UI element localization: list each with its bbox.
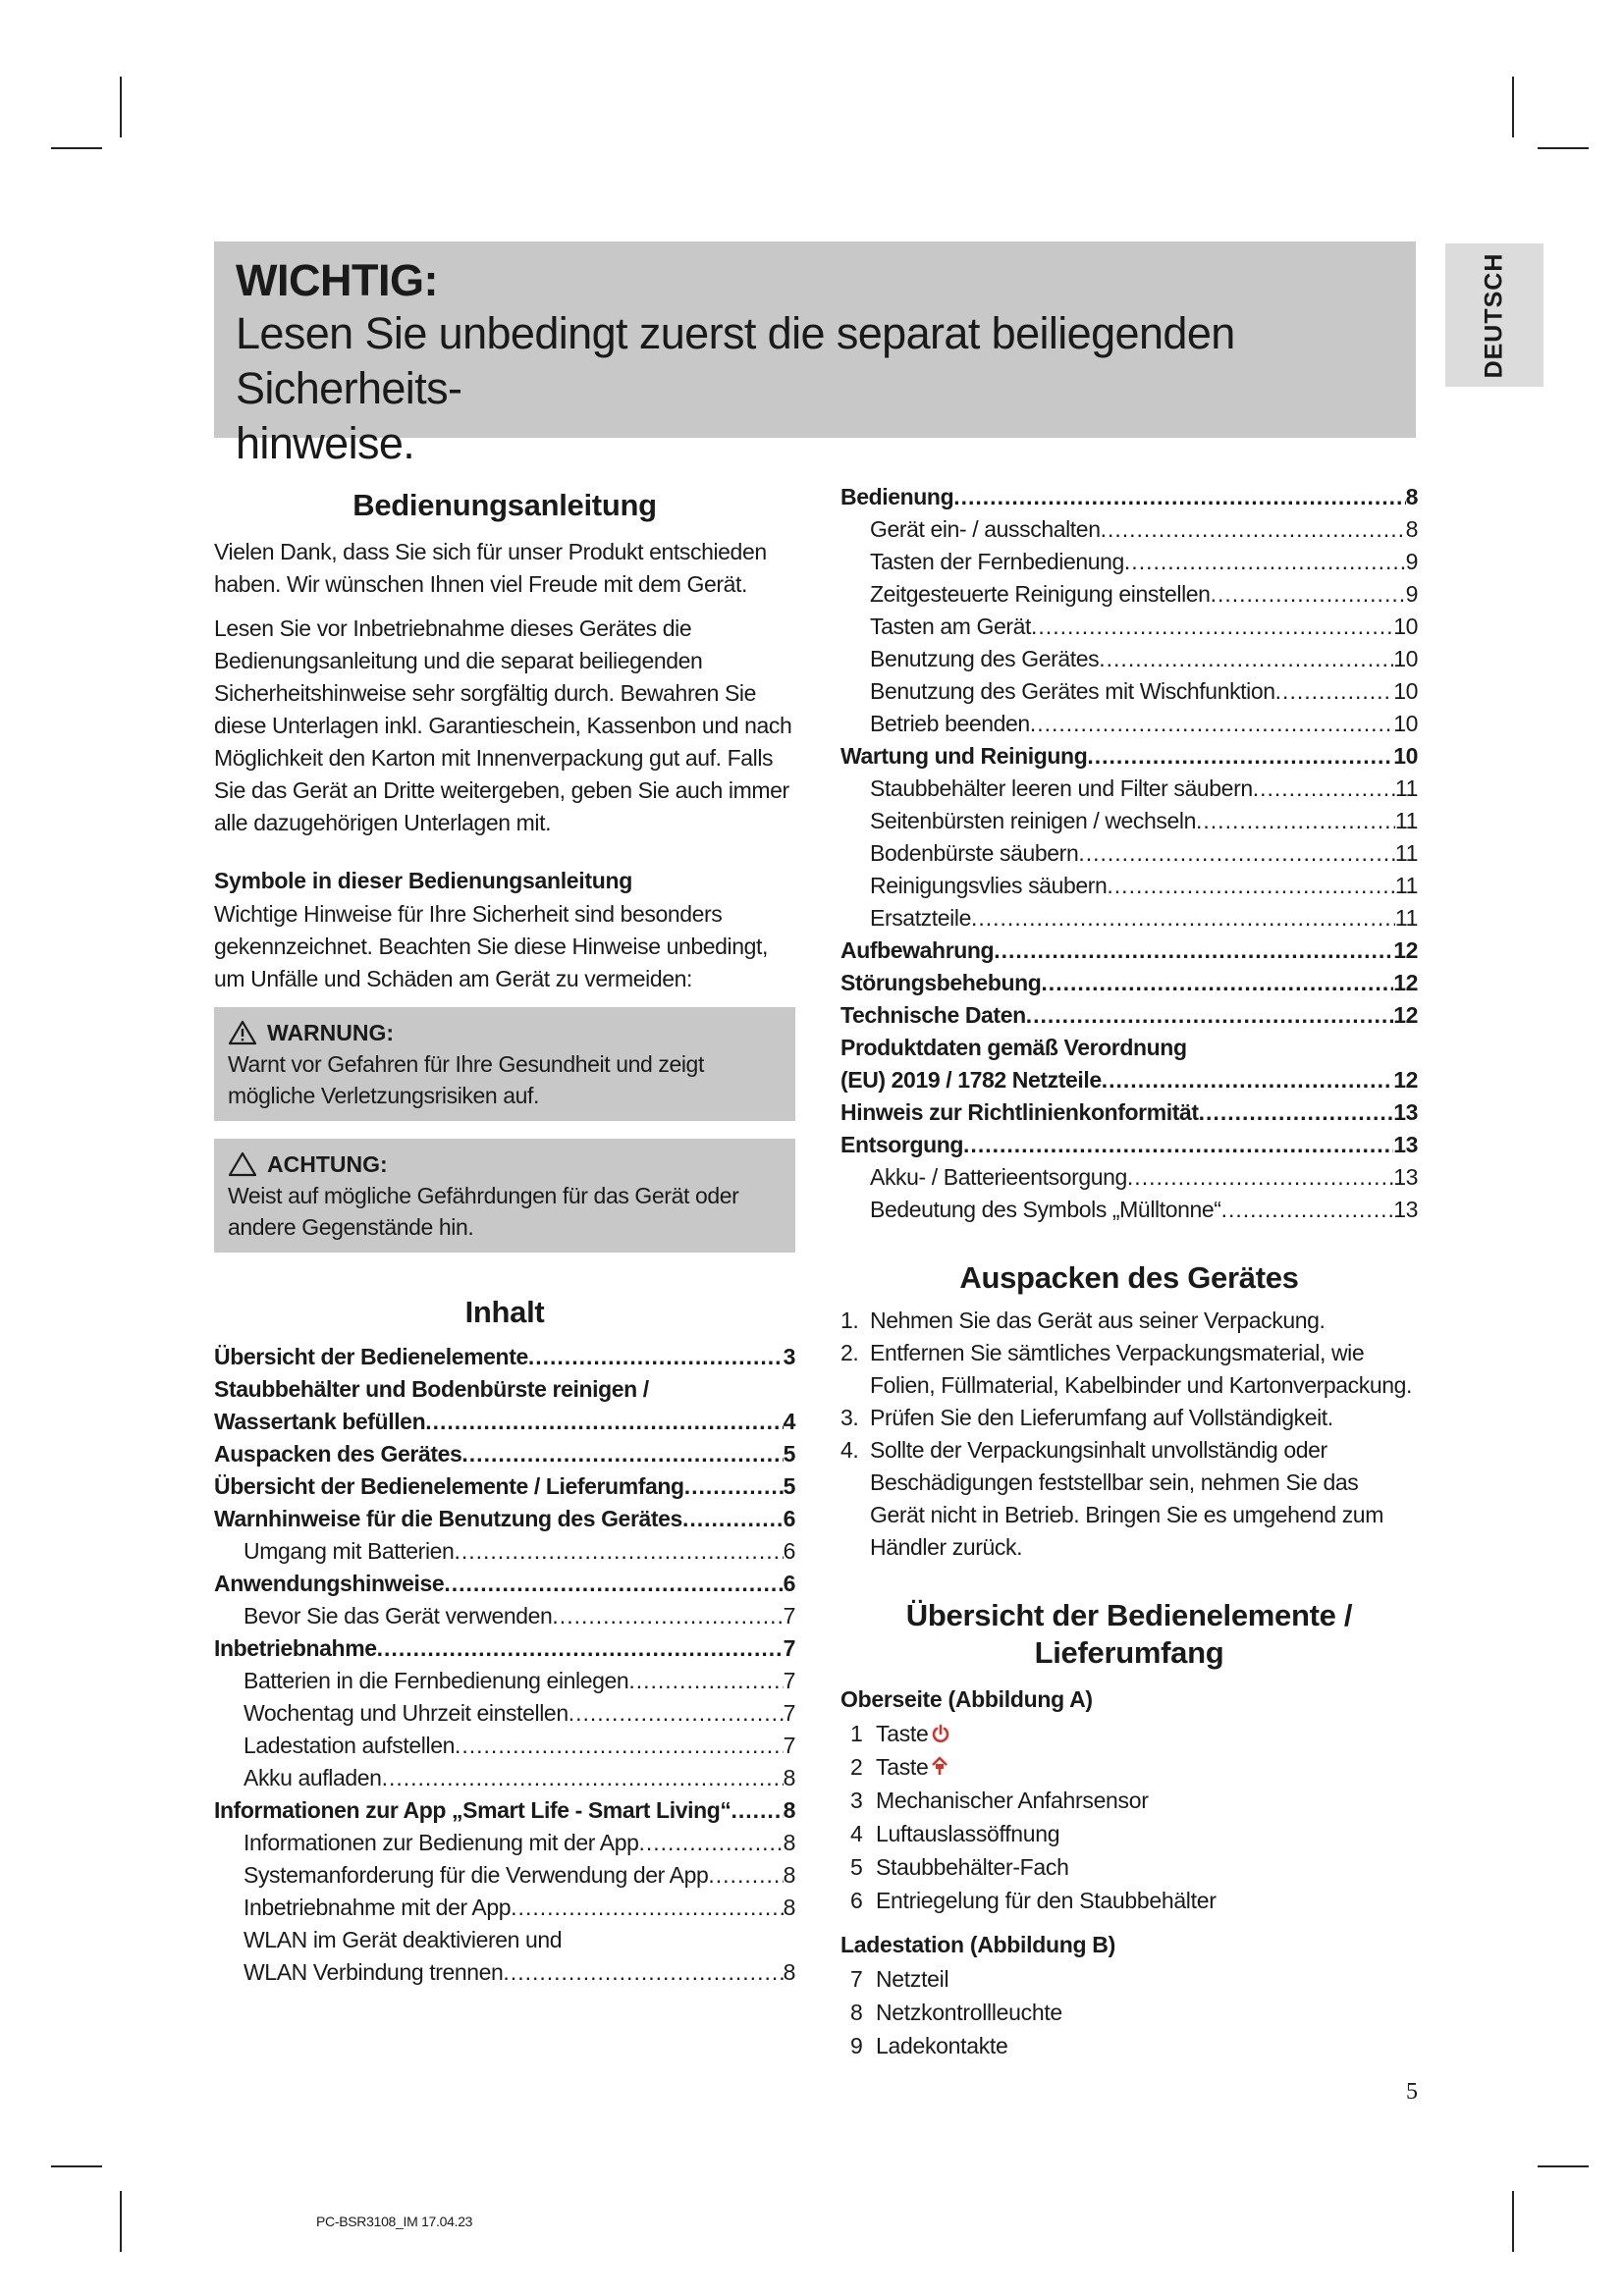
toc-entry-label: WLAN im Gerät deaktivieren und	[244, 1927, 563, 1952]
part-label: Ladekontakte	[876, 2033, 1008, 2058]
step-text: Prüfen Sie den Lieferumfang auf Vollständigkeit.	[870, 1405, 1333, 1430]
toc-entry-label: Akku aufladen	[244, 1765, 382, 1790]
toc-entry-label: Warnhinweise für die Benutzung des Gerätes	[214, 1506, 682, 1531]
toc-entry-label: Störungsbehebung	[840, 970, 1042, 995]
toc-entry-page: 8	[783, 1895, 795, 1920]
toc-entry-label: Betrieb beenden	[870, 711, 1030, 736]
toc-entry	[214, 1956, 795, 1989]
top-side-heading: Oberseite (Abbildung A)	[840, 1686, 1093, 1712]
toc-entry-label: Wartung und Reinigung	[840, 743, 1088, 769]
station-parts	[840, 1962, 1418, 2062]
toc-entry-label: Bedeutung des Symbols „Mülltonne“	[870, 1197, 1221, 1222]
toc-entry-label: Benutzung des Gerätes	[870, 646, 1100, 671]
instructions-paragraph: Lesen Sie vor Inbetriebnahme dieses Gerätes die Bedienungsanleitung und die separat beiliegenden Sicherheitshinweise sehr sorgfältig durch. Bewahren Sie diese Unterlagen inkl. Garantieschein, Kassenbon und nach Möglichkeit den Karton mit Innenverpackung gut auf. Falls Sie das Gerät an Dritte weitergeben, geben Sie auch immer alle dazugehörigen Unterlagen mit.	[214, 615, 792, 835]
overview-heading	[840, 1597, 1418, 1672]
toc-entry	[840, 1194, 1418, 1226]
toc-leader-dots	[1221, 1194, 1394, 1226]
toc-entry	[840, 999, 1418, 1032]
caution-text: Weist auf mögliche Gefährdungen für das Gerät oder andere Gegenstände hin.	[228, 1183, 739, 1240]
warning-header	[228, 1017, 782, 1048]
crop-mark	[51, 2165, 102, 2167]
part-number: 2	[850, 1754, 863, 1780]
toc-entry-page: 11	[1394, 905, 1418, 931]
toc-leader-dots	[994, 934, 1393, 967]
toc-entry	[840, 481, 1418, 513]
toc-entry-page: 12	[1393, 937, 1418, 963]
toc-entry	[840, 870, 1418, 902]
toc-entry-label: Übersicht der Bedienelemente	[214, 1344, 528, 1369]
unpacking-step	[840, 1434, 1418, 1564]
toc-leader-dots	[628, 1665, 783, 1697]
toc-leader-dots	[377, 1632, 784, 1665]
toc-entry-label: Akku- / Batterieentsorgung	[870, 1164, 1127, 1190]
overview-heading-line2: Lieferumfang	[1034, 1635, 1224, 1670]
toc-leader-dots	[971, 902, 1395, 934]
language-tab	[1445, 243, 1543, 387]
warning-triangle-icon	[228, 1020, 257, 1045]
toc-entry	[214, 1762, 795, 1794]
toc-entry-label: Informationen zur App „Smart Life - Smart Living“	[214, 1797, 731, 1823]
part-item	[850, 1717, 1418, 1750]
part-label: Taste	[876, 1754, 929, 1780]
toc-entry-page: 11	[1394, 873, 1418, 898]
toc-entry-page: 7	[783, 1603, 795, 1629]
toc-entry-label: Anwendungshinweise	[214, 1571, 445, 1596]
part-label: Netzteil	[876, 1966, 949, 1992]
toc-entry	[840, 773, 1418, 805]
toc-entry	[840, 1064, 1418, 1096]
crop-mark	[1538, 2165, 1589, 2167]
unpacking-step	[840, 1337, 1418, 1402]
toc-entry	[214, 1892, 795, 1924]
toc-entry-page: 7	[783, 1668, 795, 1693]
toc-leader-dots	[1211, 578, 1406, 611]
part-number: 8	[850, 2000, 863, 2025]
toc-leader-dots	[503, 1956, 783, 1989]
right-column	[840, 481, 1418, 2062]
toc-leader-dots	[1102, 1064, 1393, 1096]
toc-entry-page: 8	[783, 1765, 795, 1790]
toc-entry	[214, 1632, 795, 1665]
toc-entry-page: 12	[1393, 970, 1418, 995]
toc-entry-label: Staubbehälter und Bodenbürste reinigen /	[214, 1376, 649, 1402]
toc-leader-dots	[682, 1503, 784, 1535]
toc-entry	[840, 675, 1418, 708]
toc-entry	[840, 708, 1418, 740]
toc-entry-label: Inbetriebnahme	[214, 1635, 377, 1661]
toc-entry-label: Reinigungsvlies säubern	[870, 873, 1108, 898]
unpacking-step	[840, 1305, 1418, 1337]
toc-entry-page: 4	[783, 1409, 795, 1434]
unpacking-heading: Auspacken des Gerätes	[959, 1260, 1299, 1295]
power-icon	[931, 1724, 950, 1743]
toc-entry	[214, 1406, 795, 1438]
toc-leader-dots	[1030, 708, 1393, 740]
toc-entry	[840, 546, 1418, 578]
toc-leader-dots	[1031, 611, 1393, 643]
toc-leader-dots	[963, 1129, 1393, 1161]
toc-entry-label: Auspacken des Gerätes	[214, 1441, 462, 1467]
toc-leader-dots	[1041, 967, 1393, 999]
toc-leader-dots	[444, 1568, 783, 1600]
symbols-paragraph: Wichtige Hinweise für Ihre Sicherheit sind besonders gekennzeichnet. Beachten Sie diese Hinweise unbedingt, um Unfälle und Schäden am Gerät zu vermeiden:	[214, 901, 769, 991]
toc-leader-dots	[1127, 1161, 1393, 1194]
toc-entry-label: Batterien in die Fernbedienung einlegen	[244, 1668, 629, 1693]
toc-entry-label: Entsorgung	[840, 1132, 964, 1157]
banner-text-line2: hinweise.	[236, 418, 415, 468]
toc-entry-page: 13	[1393, 1164, 1418, 1190]
part-number: 9	[850, 2033, 863, 2058]
banner-text-line1: Lesen Sie unbedingt zuerst die separat beiliegenden Sicherheits-	[236, 308, 1235, 413]
toc-leader-dots	[425, 1406, 783, 1438]
toc-entry-label: WLAN Verbindung trennen	[244, 1959, 504, 1985]
toc-entry	[840, 513, 1418, 546]
part-label: Staubbehälter-Fach	[876, 1854, 1069, 1880]
left-column	[214, 481, 795, 1989]
step-number: 2.	[840, 1340, 859, 1365]
toc-entry-page: 8	[783, 1862, 795, 1888]
part-item	[850, 1750, 1418, 1784]
toc-entry-page: 3	[783, 1344, 795, 1369]
important-banner	[214, 241, 1416, 468]
language-label: DEUTSCH	[1480, 252, 1508, 378]
part-item	[850, 1996, 1418, 2029]
toc-entry-page: 13	[1393, 1099, 1418, 1125]
toc-entry	[214, 1503, 795, 1535]
toc-entry-page: 8	[783, 1797, 795, 1823]
toc-entry-page: 6	[783, 1506, 795, 1531]
toc-leader-dots	[1078, 837, 1395, 870]
toc-entry	[840, 740, 1418, 773]
toc-leader-dots	[528, 1341, 784, 1373]
crop-mark	[1512, 77, 1514, 137]
toc-leader-dots	[568, 1697, 784, 1730]
part-number: 6	[850, 1888, 863, 1913]
toc-entry-label: Übersicht der Bedienelemente / Lieferumfang	[214, 1473, 684, 1499]
toc-entry	[214, 1924, 795, 1956]
toc-entry	[214, 1665, 795, 1697]
part-label: Entriegelung für den Staubbehälter	[876, 1888, 1217, 1913]
toc-leader-dots	[511, 1892, 783, 1924]
toc-leader-dots	[1196, 805, 1395, 837]
top-side-parts	[840, 1717, 1418, 1917]
toc-entry	[840, 967, 1418, 999]
warning-box	[214, 1007, 795, 1121]
toc-entry-page: 11	[1394, 775, 1418, 801]
unpacking-step	[840, 1402, 1418, 1434]
toc-entry-label: Aufbewahrung	[840, 937, 995, 963]
page-number: 5	[1406, 2079, 1418, 2105]
toc-entry-page: 8	[783, 1830, 795, 1855]
toc-entry-label: Informationen zur Bedienung mit der App	[244, 1830, 639, 1855]
manual-heading: Bedienungsanleitung	[352, 488, 657, 522]
toc-leader-dots	[684, 1470, 784, 1503]
part-number: 1	[850, 1721, 863, 1746]
toc-entry-label: (EU) 2019 / 1782 Netzteile	[840, 1067, 1102, 1093]
toc-entry	[214, 1827, 795, 1859]
intro-paragraph: Vielen Dank, dass Sie sich für unser Produkt entschieden haben. Wir wünschen Ihnen viel Freude mit dem Gerät.	[214, 539, 767, 597]
toc-entry-label: Umgang mit Batterien	[244, 1538, 455, 1564]
toc-entry-label: Gerät ein- / ausschalten	[870, 516, 1101, 542]
crop-mark	[120, 2191, 122, 2252]
toc-entry-page: 7	[783, 1635, 795, 1661]
toc-entry-label: Ersatzteile	[870, 905, 971, 931]
step-number: 1.	[840, 1308, 859, 1333]
toc-entry-page: 10	[1393, 711, 1418, 736]
toc-leader-dots	[455, 1730, 784, 1762]
toc-entry	[840, 902, 1418, 934]
symbols-heading: Symbole in dieser Bedienungsanleitung	[214, 868, 632, 893]
toc-leader-dots	[639, 1827, 784, 1859]
step-number: 4.	[840, 1437, 859, 1463]
toc-leader-dots	[454, 1535, 783, 1568]
toc-entry	[214, 1697, 795, 1730]
station-heading: Ladestation (Abbildung B)	[840, 1932, 1115, 1957]
toc-entry-label: Wassertank befüllen	[214, 1409, 426, 1434]
toc-entry-page: 6	[783, 1538, 795, 1564]
toc-entry-page: 8	[783, 1959, 795, 1985]
toc-leader-dots	[708, 1859, 783, 1892]
toc-entry	[840, 1032, 1418, 1064]
part-number: 3	[850, 1788, 863, 1813]
part-item	[850, 1884, 1418, 1917]
toc-entry-label: Seitenbürsten reinigen / wechseln	[870, 808, 1197, 833]
step-text: Nehmen Sie das Gerät aus seiner Verpackung.	[870, 1308, 1326, 1333]
toc-entry	[214, 1859, 795, 1892]
toc-entry-label: Systemanforderung für die Verwendung der App	[244, 1862, 709, 1888]
toc-entry-label: Bevor Sie das Gerät verwenden	[244, 1603, 553, 1629]
crop-mark	[51, 147, 102, 149]
part-label: Netzkontrollleuchte	[876, 2000, 1062, 2025]
footer-code: PC-BSR3108_IM 17.04.23	[316, 2214, 473, 2229]
toc-leader-dots	[1087, 740, 1393, 773]
crop-mark	[1538, 147, 1589, 149]
toc-heading: Inhalt	[464, 1295, 545, 1329]
toc-entry-label: Wochentag und Uhrzeit einstellen	[244, 1700, 568, 1726]
toc-entry	[214, 1730, 795, 1762]
part-label: Taste	[876, 1721, 929, 1746]
toc-entry	[840, 611, 1418, 643]
toc-entry	[840, 1129, 1418, 1161]
toc-entry-label: Benutzung des Gerätes mit Wischfunktion	[870, 678, 1275, 704]
toc-leader-dots	[1101, 513, 1406, 546]
step-text: Sollte der Verpackungsinhalt unvollständig oder Beschädigungen feststellbar sein, nehmen Sie das Gerät nicht in Betrieb. Bringen Sie es umgehend zum Händler zurück.	[870, 1437, 1383, 1560]
toc-leader-dots	[382, 1762, 784, 1794]
toc-entry-page: 6	[783, 1571, 795, 1596]
toc-entry-page: 12	[1393, 1067, 1418, 1093]
caution-title: ACHTUNG:	[267, 1151, 388, 1177]
toc-entry-label: Bedienung	[840, 484, 954, 509]
toc-entry	[214, 1438, 795, 1470]
toc-entry-label: Zeitgesteuerte Reinigung einstellen	[870, 581, 1211, 607]
unpacking-steps	[840, 1305, 1418, 1564]
toc-entry-page: 10	[1393, 678, 1418, 704]
toc-entry-page: 10	[1393, 614, 1418, 639]
toc-entry-page: 10	[1393, 646, 1418, 671]
toc-entry-label: Tasten am Gerät	[870, 614, 1032, 639]
toc-entry	[840, 934, 1418, 967]
toc-entry-label: Technische Daten	[840, 1002, 1026, 1028]
toc-entry-page: 8	[1405, 484, 1418, 509]
step-number: 3.	[840, 1405, 859, 1430]
toc-entry-label: Staubbehälter leeren und Filter säubern	[870, 775, 1253, 801]
toc-entry-page: 9	[1405, 581, 1418, 607]
toc-leader-dots	[1107, 870, 1395, 902]
toc-entry-page: 7	[783, 1733, 795, 1758]
part-item	[850, 2029, 1418, 2062]
toc-leader-dots	[1026, 999, 1393, 1032]
toc-leader-dots	[1253, 773, 1395, 805]
toc-leader-dots	[953, 481, 1405, 513]
warning-text: Warnt vor Gefahren für Ihre Gesundheit und zeigt mögliche Verletzungsrisiken auf.	[228, 1051, 704, 1108]
toc-leader-dots	[731, 1794, 783, 1827]
part-label: Luftauslassöffnung	[876, 1821, 1060, 1846]
part-number: 7	[850, 1966, 863, 1992]
toc-entry-page: 7	[783, 1700, 795, 1726]
toc-leader-dots	[1099, 643, 1393, 675]
step-text: Entfernen Sie sämtliches Verpackungsmaterial, wie Folien, Füllmaterial, Kabelbinder und Kartonverpackung.	[870, 1340, 1413, 1398]
banner-title: WICHTIG:	[236, 255, 438, 305]
crop-mark	[120, 77, 122, 137]
toc-entry-label: Bodenbürste säubern	[870, 840, 1079, 866]
toc-entry	[214, 1535, 795, 1568]
toc-right-list	[840, 481, 1418, 1226]
toc-entry	[214, 1341, 795, 1373]
toc-entry-label: Hinweis zur Richtlinienkonformität	[840, 1099, 1199, 1125]
toc-entry	[840, 578, 1418, 611]
toc-entry-page: 10	[1393, 743, 1418, 769]
toc-entry	[214, 1568, 795, 1600]
caution-triangle-icon	[228, 1151, 257, 1177]
toc-entry-page: 13	[1393, 1132, 1418, 1157]
toc-entry	[214, 1794, 795, 1827]
toc-entry	[214, 1600, 795, 1632]
part-item	[850, 1784, 1418, 1817]
toc-entry-page: 5	[783, 1441, 795, 1467]
part-item	[850, 1817, 1418, 1850]
toc-entry-label: Inbetriebnahme mit der App	[244, 1895, 512, 1920]
toc-leader-dots	[1124, 546, 1406, 578]
toc-entry-page: 11	[1394, 840, 1418, 866]
caution-box	[214, 1139, 795, 1253]
part-item	[850, 1962, 1418, 1996]
part-item	[850, 1850, 1418, 1884]
toc-entry-label: Tasten der Fernbedienung	[870, 549, 1124, 574]
toc-entry	[840, 837, 1418, 870]
toc-leader-dots	[1199, 1096, 1394, 1129]
toc-entry-label: Produktdaten gemäß Verordnung	[840, 1035, 1187, 1060]
part-label: Mechanischer Anfahrsensor	[876, 1788, 1149, 1813]
toc-entry-label: Ladestation aufstellen	[244, 1733, 455, 1758]
crop-mark	[1512, 2191, 1514, 2252]
toc-entry-page: 13	[1393, 1197, 1418, 1222]
toc-left-list	[214, 1341, 795, 1989]
caution-header	[228, 1148, 782, 1180]
part-number: 5	[850, 1854, 863, 1880]
toc-entry	[840, 805, 1418, 837]
charge-home-icon	[931, 1756, 948, 1776]
toc-entry-page: 8	[1405, 516, 1418, 542]
toc-entry	[840, 1161, 1418, 1194]
toc-entry-page: 9	[1405, 549, 1418, 574]
toc-entry-page: 5	[783, 1473, 795, 1499]
toc-leader-dots	[461, 1438, 783, 1470]
toc-leader-dots	[552, 1600, 783, 1632]
toc-entry-page: 12	[1393, 1002, 1418, 1028]
toc-leader-dots	[1275, 675, 1394, 708]
overview-heading-line1: Übersicht der Bedienelemente /	[905, 1598, 1353, 1632]
toc-entry	[214, 1373, 795, 1406]
toc-entry	[840, 1096, 1418, 1129]
toc-entry	[214, 1470, 795, 1503]
toc-entry-page: 11	[1394, 808, 1418, 833]
toc-entry	[840, 643, 1418, 675]
part-number: 4	[850, 1821, 863, 1846]
warning-title: WARNUNG:	[267, 1020, 395, 1045]
